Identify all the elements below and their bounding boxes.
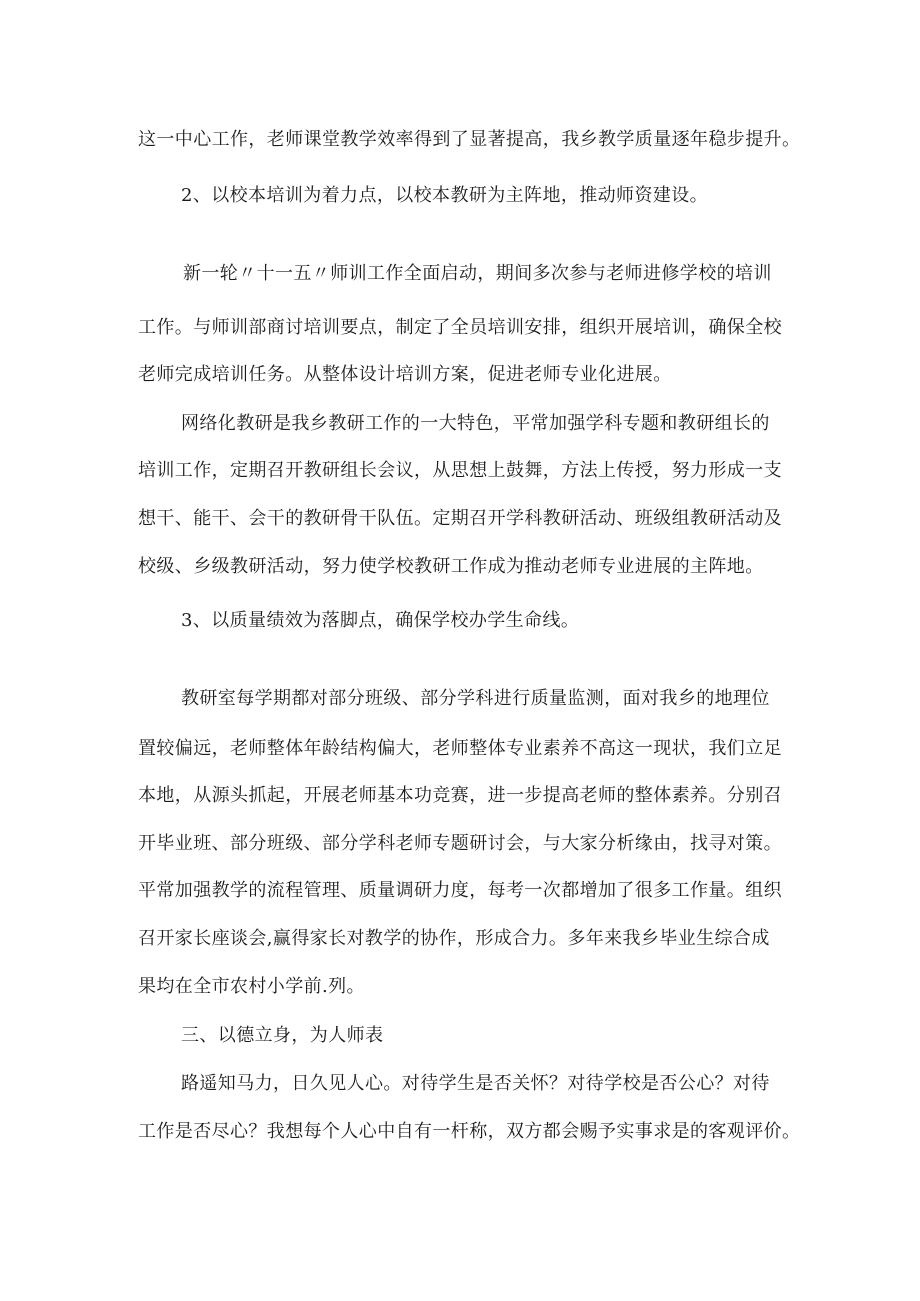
text-line: 开毕业班、部分班级、部分学科老师专题研讨会，与大家分析缘由，找寻对策。 [138, 833, 782, 854]
text-line: 老师完成培训任务。从整体设计培训方案，促进老师专业化进展。 [138, 364, 672, 385]
text-line: 召开家长座谈会,赢得家长对教学的协作，形成合力。多年来我乡毕业生综合成 [138, 928, 770, 949]
text-line: 培训工作，定期召开教研组长会议，从思想上鼓舞，方法上传授，努力形成一支 [138, 460, 782, 481]
text-line: 工作是否尽心？我想每个人心中自有一杆称，双方都会赐予实事求是的客观评价。 [138, 1121, 801, 1142]
text-line: 这一中心工作，老师课堂教学效率得到了显著提高，我乡教学质量逐年稳步提升。 [138, 129, 801, 150]
section-heading: 3、以质量绩效为落脚点，确保学校办学生命线。 [181, 610, 580, 631]
text-line: 教研室每学期都对部分班级、部分学科进行质量监测，面对我乡的地理位 [181, 688, 770, 709]
text-line: 本地，从源头抓起，开展老师基本功竞赛，进一步提高老师的整体素养。分别召 [138, 785, 782, 806]
text-line: 置较偏远，老师整体年龄结构偏大，老师整体专业素养不高这一现状，我们立足 [138, 738, 782, 759]
section-heading: 2、以校本培训为着力点，以校本教研为主阵地，推动师资建设。 [181, 185, 709, 206]
text-line: 工作。与师训部商讨培训要点，制定了全员培训安排，组织开展培训，确保全校 [138, 317, 782, 338]
text-line: 新一轮〃十一五〃师训工作全面启动，期间多次参与老师进修学校的培训 [183, 263, 772, 284]
text-line: 校级、乡级教研活动，努力使学校教研工作成为推动老师专业进展的主阵地。 [138, 556, 764, 577]
text-line: 想干、能干、会干的教研骨干队伍。定期召开学科教研活动、班级组教研活动及 [138, 508, 782, 529]
text-line: 平常加强教学的流程管理、质量调研力度，每考一次都增加了很多工作量。组织 [138, 880, 782, 901]
section-heading: 三、以德立身，为人师表 [181, 1025, 384, 1046]
text-line: 网络化教研是我乡教研工作的一大特色，平常加强学科专题和教研组长的 [181, 413, 770, 434]
text-line: 路遥知马力，日久见人心。对待学生是否关怀？对待学校是否公心？对待 [181, 1073, 770, 1094]
text-line: 果均在全市农村小学前.列。 [138, 976, 365, 997]
